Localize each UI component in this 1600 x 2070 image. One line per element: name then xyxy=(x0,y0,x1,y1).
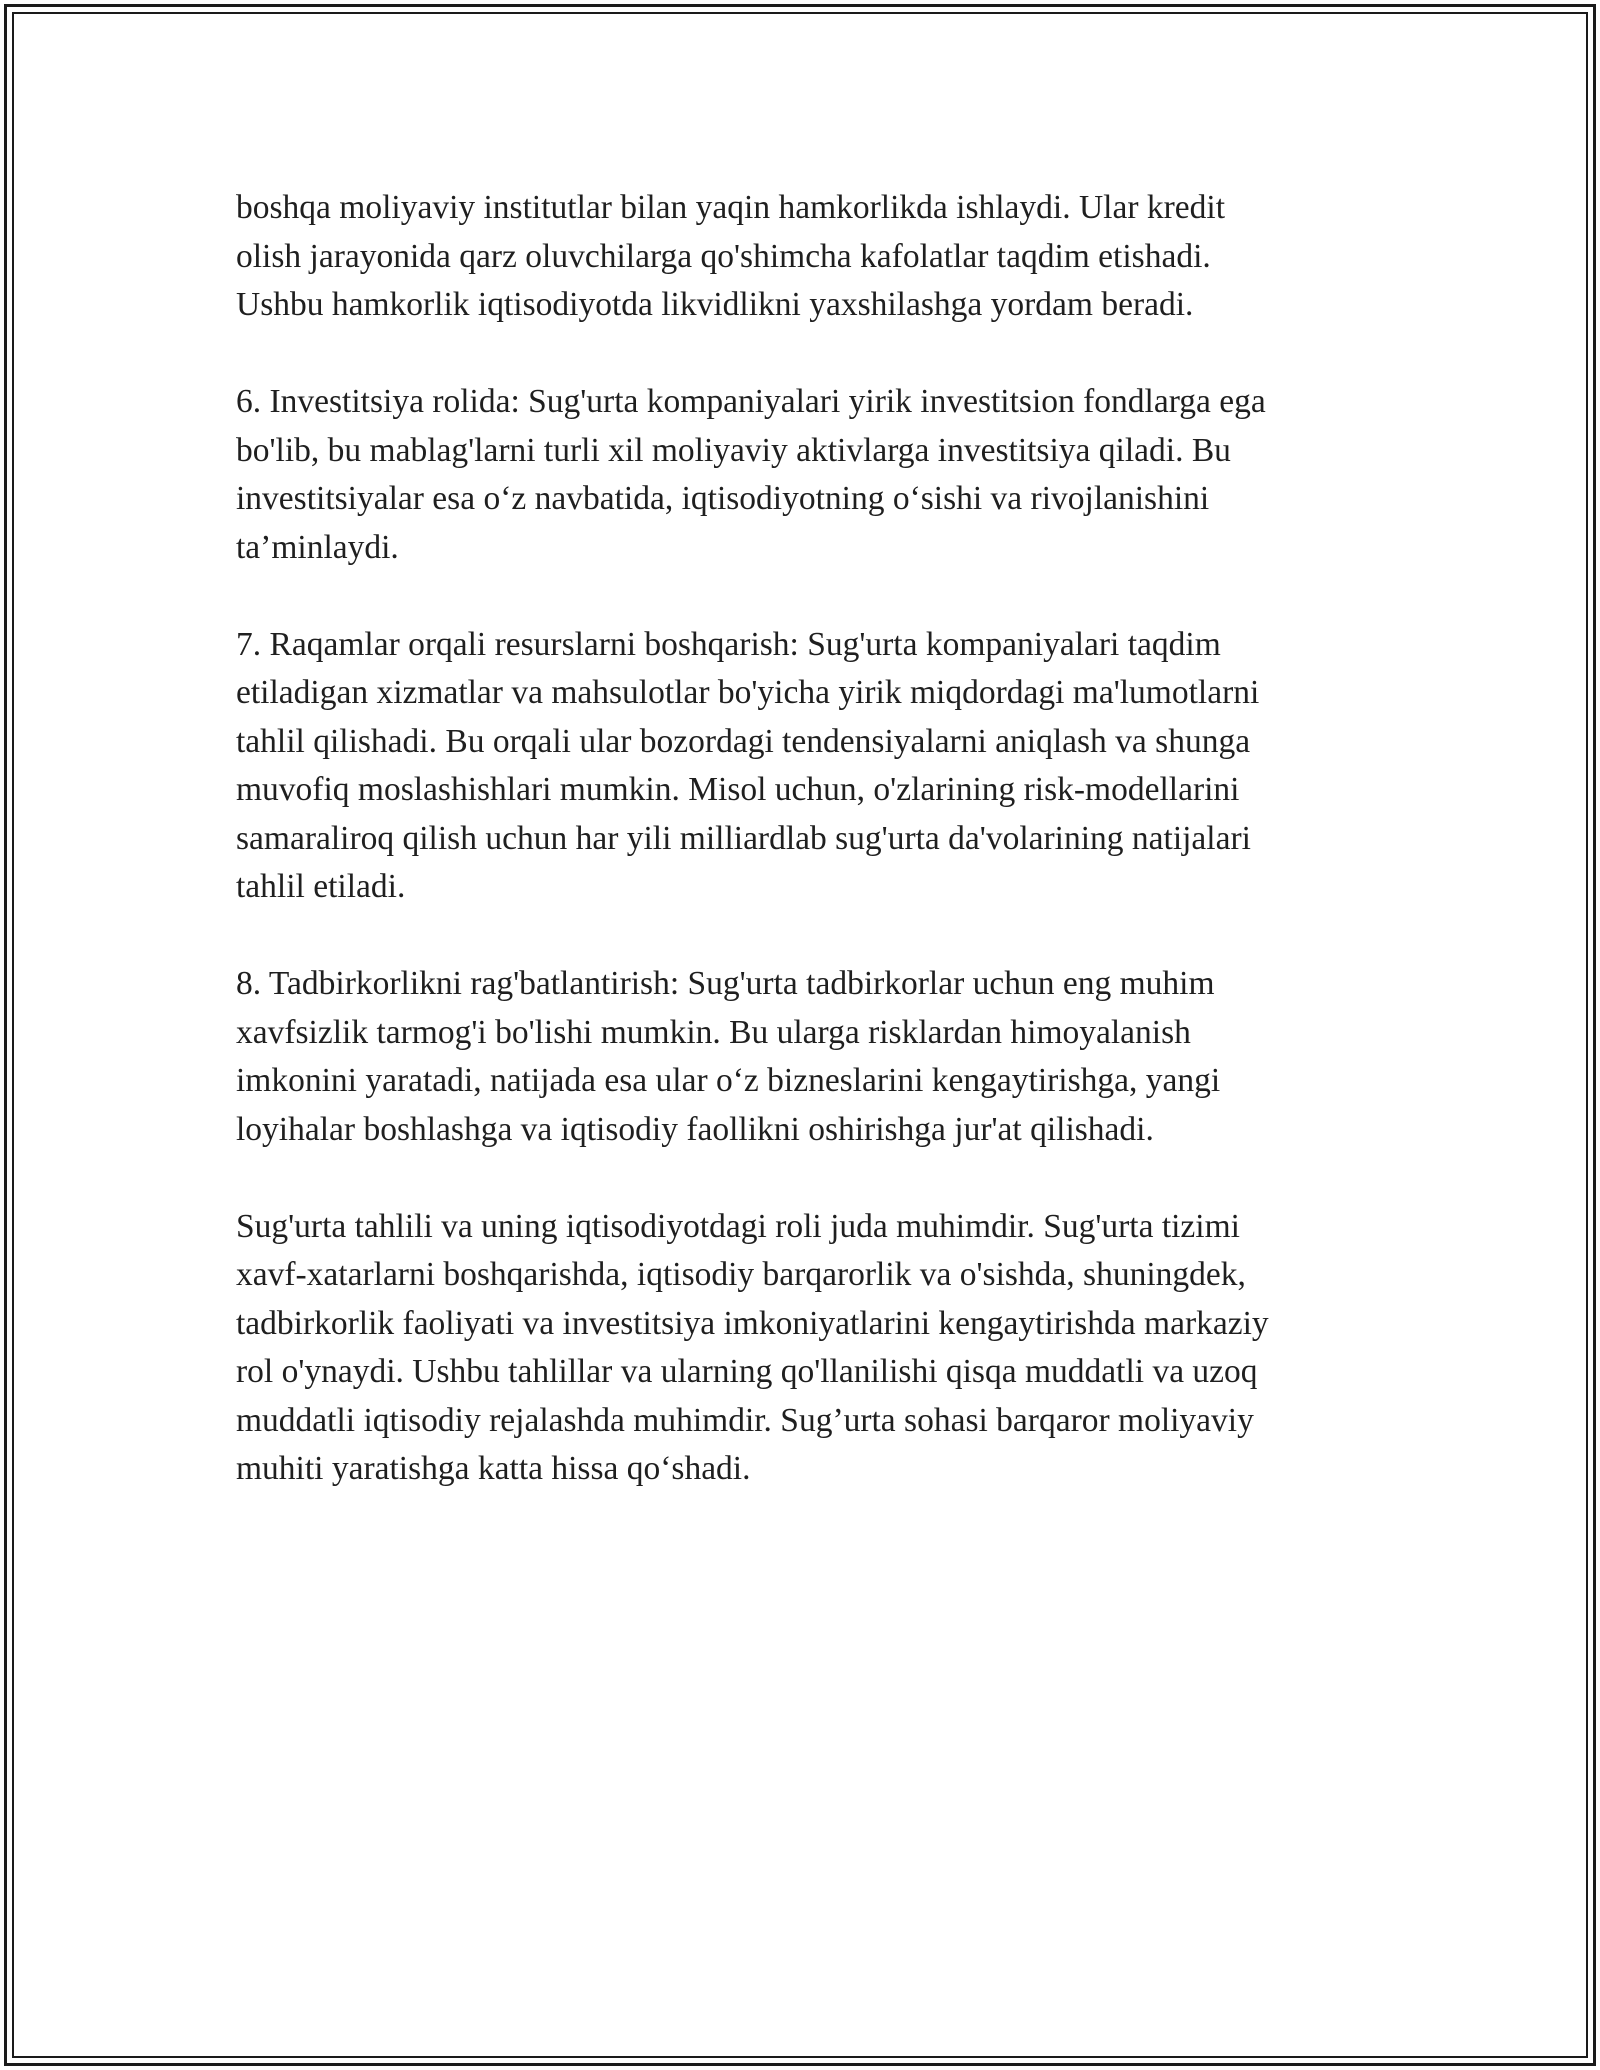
paragraph-item-7 xyxy=(236,621,1376,912)
text-line: 7. Raqamlar orqali resurslarni boshqarish: Sug'urta kompaniyalari taqdim xyxy=(236,625,1221,663)
text-line: 8. Tadbirkorlikni rag'batlantirish: Sug'urta tadbirkorlar uchun eng muhim xyxy=(236,965,1215,1002)
text-line: ta’minlaydi. xyxy=(236,528,399,566)
text-line: Ushbu hamkorlik iqtisodiyotda likvidlikni yaxshilashga yordam beradi. xyxy=(236,286,1194,323)
document-body xyxy=(236,184,1376,1542)
text-line: xavfsizlik tarmog'i bo'lishi mumkin. Bu ularga risklardan himoyalanish xyxy=(236,1013,1191,1051)
text-line: 6. Investitsiya rolida: Sug'urta kompaniyalari yirik investitsion fondlarga ega xyxy=(236,383,1266,420)
text-line: tahlil qilishadi. Bu orqali ular bozordagi tendensiyalarni aniqlash va shunga xyxy=(236,722,1251,760)
text-line: etiladigan xizmatlar va mahsulotlar bo'yicha yirik miqdordagi ma'lumotlarni xyxy=(236,674,1260,711)
text-line: olish jarayonida qarz oluvchilarga qo'shimcha kafolatlar taqdim etishadi. xyxy=(236,237,1211,275)
text-line: bo'lib, bu mablag'larni turli xil moliyaviy aktivlarga investitsiya qiladi. Bu xyxy=(236,431,1231,469)
text-line: imkonini yaratadi, natijada esa ular o‘z bizneslarini kengaytirishga, yangi xyxy=(236,1062,1221,1099)
paragraph-item-6 xyxy=(236,378,1376,572)
text-line: loyihalar boshlashga va iqtisodiy faollikni oshirishga jur'at qilishadi. xyxy=(236,1110,1154,1148)
text-line: samaraliroq qilish uchun har yili milliardlab sug'urta da'volarining natijalari xyxy=(236,819,1251,857)
text-line: muvofiq moslashishlari mumkin. Misol uchun, o'zlarining risk-modellarini xyxy=(236,771,1240,808)
text-line: muddatli iqtisodiy rejalashda muhimdir. Sug’urta sohasi barqaror moliyaviy xyxy=(236,1401,1254,1439)
text-line: xavf-xatarlarni boshqarishda, iqtisodiy barqarorlik va o'sishda, shuningdek, xyxy=(236,1256,1246,1293)
text-line: tahlil etiladi. xyxy=(236,868,406,905)
text-line: muhiti yaratishga katta hissa qo‘shadi. xyxy=(236,1450,751,1487)
text-line: rol o'ynaydi. Ushbu tahlillar va ularning qo'llanilishi qisqa muddatli va uzoq xyxy=(236,1353,1258,1390)
text-line: boshqa moliyaviy institutlar bilan yaqin hamkorlikda ishlaydi. Ular kredit xyxy=(236,189,1226,226)
paragraph-item-8 xyxy=(236,960,1376,1154)
text-line: investitsiyalar esa o‘z navbatida, iqtisodiyotning o‘sishi va rivojlanishini xyxy=(236,480,1210,517)
text-line: Sug'urta tahlili va uning iqtisodiyotdagi roli juda muhimdir. Sug'urta tizimi xyxy=(236,1207,1240,1245)
paragraph-conclusion xyxy=(236,1203,1376,1494)
text-line: tadbirkorlik faoliyati va investitsiya imkoniyatlarini kengaytirishda markaziy xyxy=(236,1304,1269,1342)
paragraph-intro-continuation xyxy=(236,184,1376,330)
